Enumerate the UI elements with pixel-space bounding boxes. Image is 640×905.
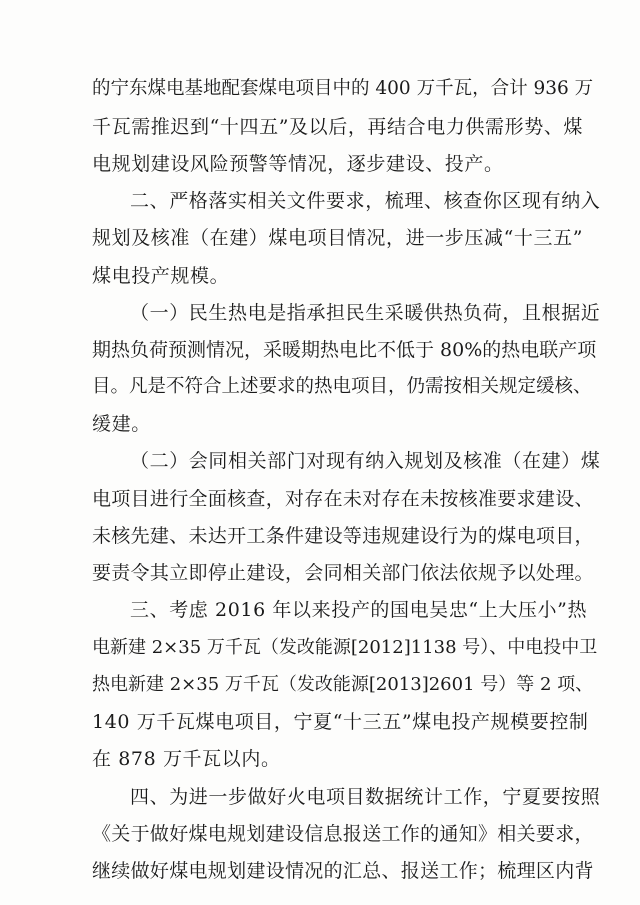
- text-line: 目。凡是不符合上述要求的热电项目，仍需按相关规定缓核、: [92, 376, 592, 397]
- text-line: 缓建。: [92, 413, 151, 435]
- text-line: 140 万千瓦煤电项目，宁夏“十三五”煤电投产规模要控制: [92, 711, 589, 733]
- section-heading: 四、为进一步做好火电项目数据统计工作，宁夏要按照: [130, 786, 601, 808]
- subsection-line: （一）民生热电是指承担民生采暖供热负荷，且根据近: [130, 302, 601, 324]
- text-line: 千瓦需推迟到“十四五”及以后，再结合电力供需形势、煤: [92, 116, 584, 138]
- text-line: 煤电投产规模。: [92, 265, 230, 287]
- text-line: 要责令其立即停止建设，会同相关部门依法依规予以处理。: [92, 562, 594, 584]
- text-line: 《关于做好煤电规划建设信息报送工作的通知》相关要求，: [92, 823, 594, 845]
- text-line: 在 878 万千瓦以内。: [92, 748, 281, 770]
- text-line: 热电新建 2×35 万千瓦（发改能源[2013]2601 号）等 2 项、: [92, 674, 594, 695]
- subsection-line: （二）会同相关部门对现有纳入规划及核准（在建）煤: [130, 450, 601, 472]
- text-line: 电项目进行全面核查，对存在未对存在未按核准要求建设、: [92, 488, 594, 510]
- text-line: 规划及核准（在建）煤电项目情况，进一步压减“十三五”: [92, 227, 584, 249]
- text-line: 的宁东煤电基地配套煤电项目中的 400 万千瓦，合计 936 万: [92, 78, 594, 99]
- text-line: 电规划建设风险预警等情况，逐步建设、投产。: [92, 153, 504, 175]
- text-line: 继续做好煤电规划建设情况的汇总、报送工作；梳理区内背: [92, 860, 594, 882]
- text-line: 电新建 2×35 万千瓦（发改能源[2012]1138 号）、中电投中卫: [92, 637, 598, 658]
- text-line: 期热负荷预测情况，采暖期热电比不低于 80%的热电联产项: [92, 339, 597, 361]
- section-heading: 三、考虑 2016 年以来投产的国电吴忠“上大压小”热: [130, 599, 588, 621]
- text-line: 未核先建、未达开工条件建设等违规建设行为的煤电项目，: [92, 525, 594, 547]
- section-heading: 二、严格落实相关文件要求，梳理、核查你区现有纳入: [130, 190, 601, 212]
